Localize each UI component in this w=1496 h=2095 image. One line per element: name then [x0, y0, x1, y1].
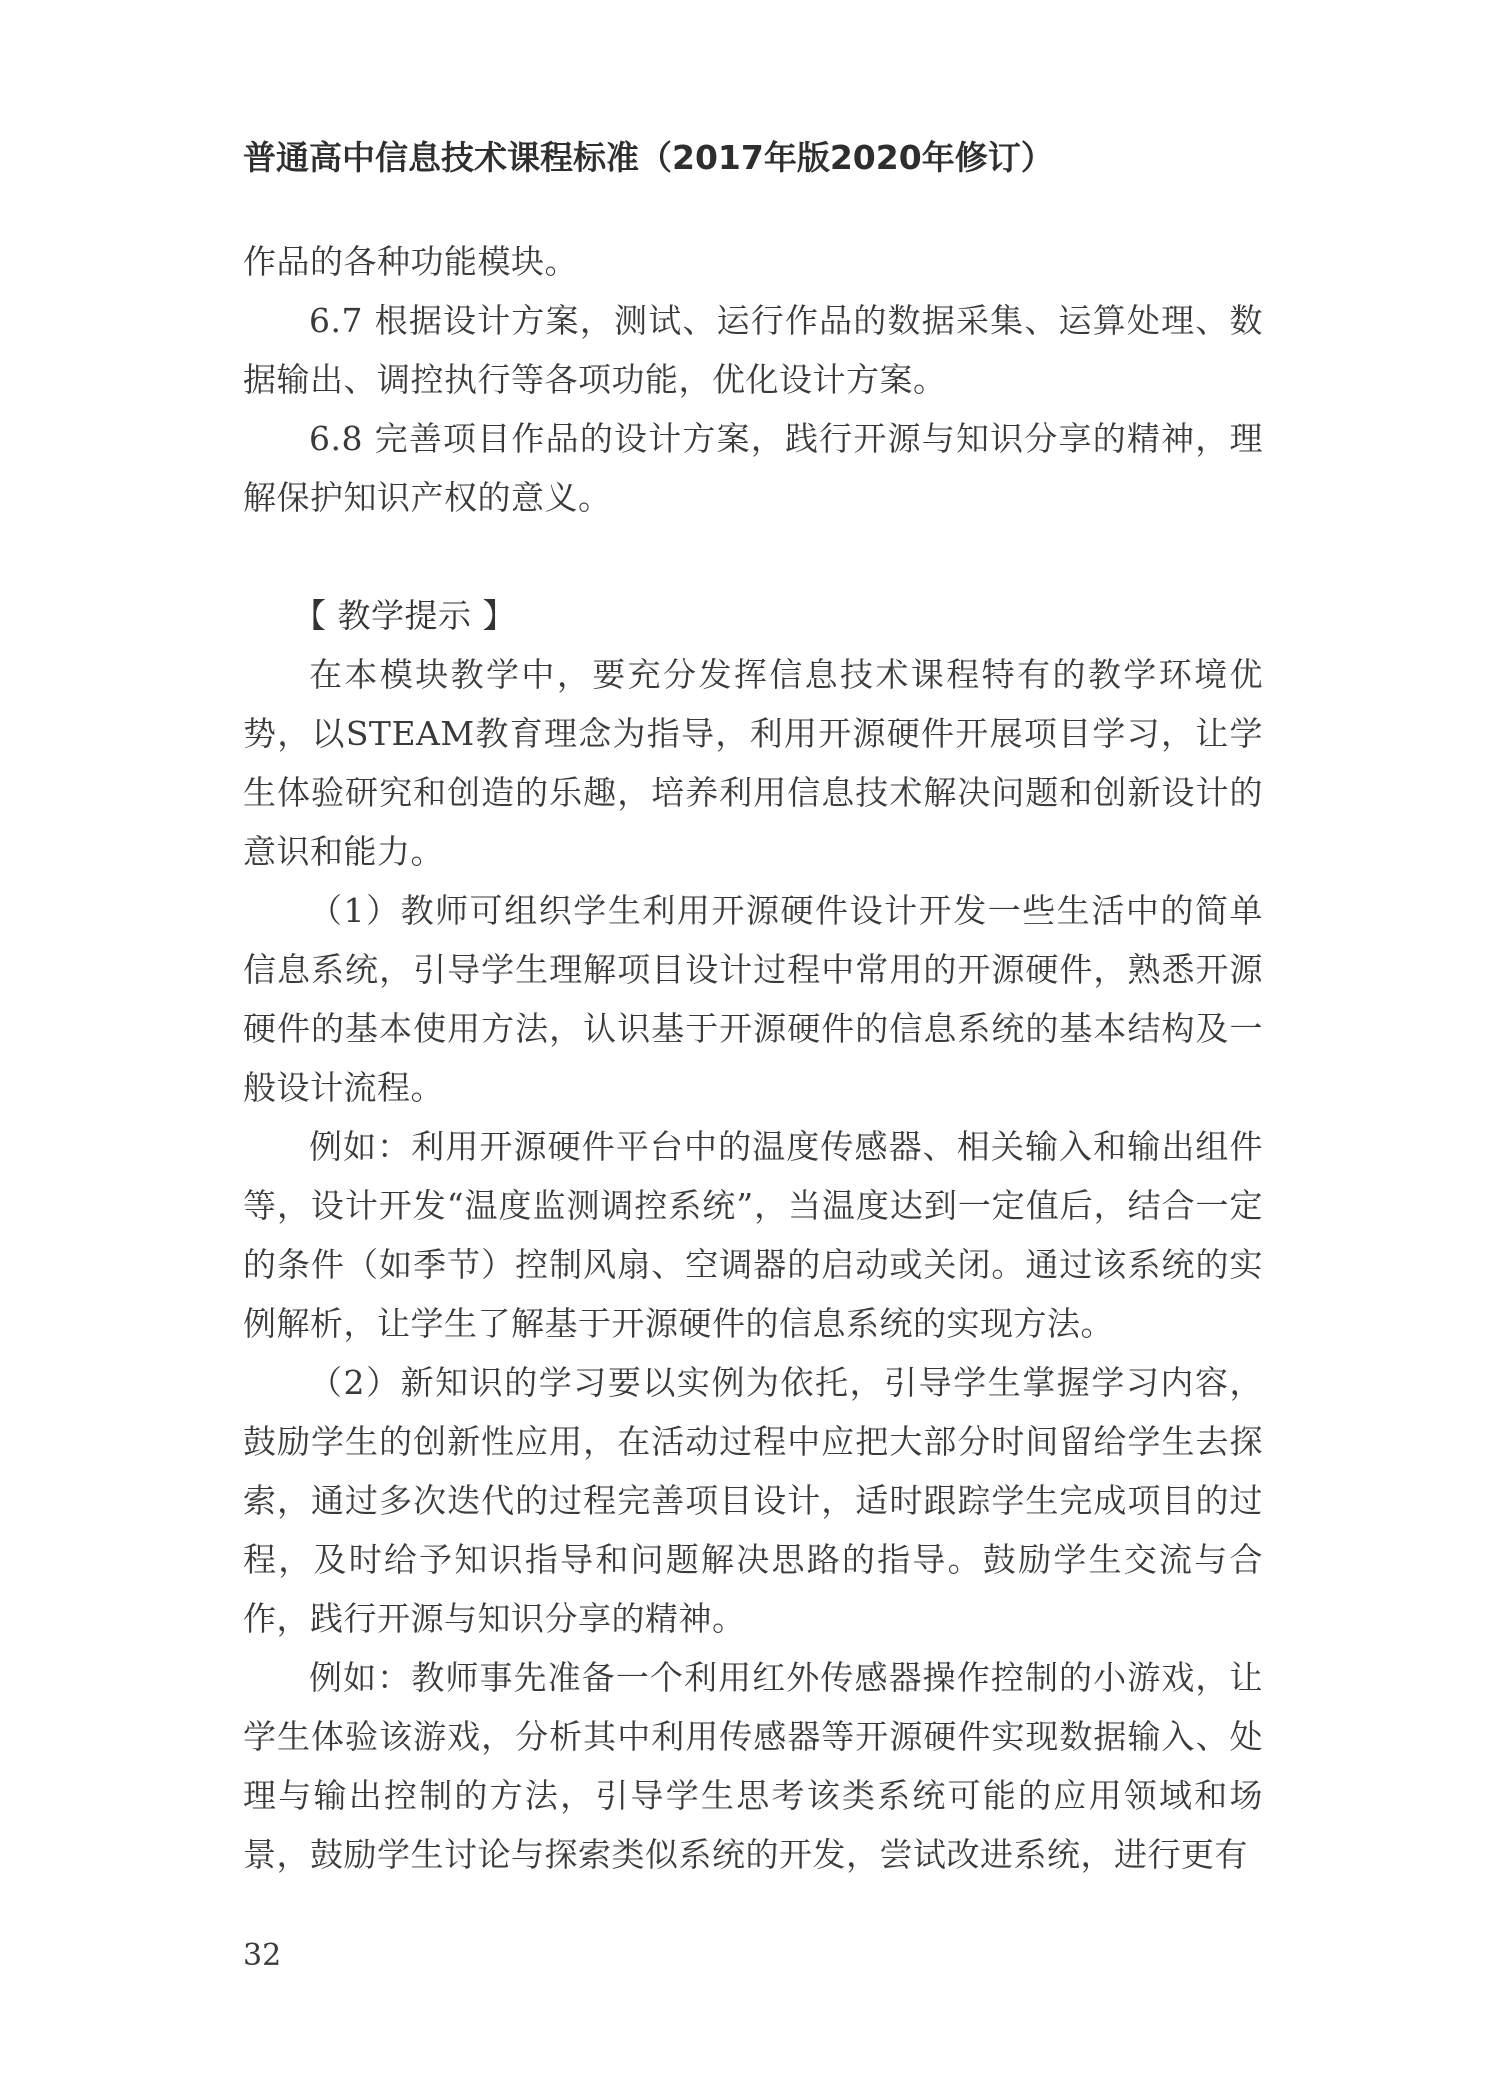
paragraph-continuation: 作品的各种功能模块。 — [243, 242, 578, 281]
paragraph-item-6-7: 6.7 根据设计方案，测试、运行作品的数据采集、运算处理、数据输出、调控执行等各项功能，优化设计方案。 — [243, 301, 1263, 399]
section-heading: 【 教学提示 】 — [293, 596, 516, 635]
page-body — [243, 232, 1263, 1884]
paragraph-item-6-8: 6.8 完善项目作品的设计方案，践行开源与知识分享的精神，理解保护知识产权的意义。 — [243, 419, 1263, 517]
paragraph-example-2: 例如：教师事先准备一个利用红外传感器操作控制的小游戏，让学生体验该游戏，分析其中利用传感器等开源硬件实现数据输入、处理与输出控制的方法，引导学生思考该类系统可能的应用领域和场景，鼓励学生讨论与探索类似系统的开发，尝试改进系统，进行更有 — [243, 1658, 1263, 1874]
paragraph-point-1: （1）教师可组织学生利用开源硬件设计开发一些生活中的简单信息系统，引导学生理解项目设计过程中常用的开源硬件，熟悉开源硬件的基本使用方法，认识基于开源硬件的信息系统的基本结构及一般设计流程。 — [243, 891, 1263, 1107]
running-header: 普通高中信息技术课程标准（2017年版2020年修订） — [243, 138, 1054, 177]
section-spacer — [243, 527, 1263, 586]
paragraph-intro: 在本模块教学中，要充分发挥信息技术课程特有的教学环境优势，以STEAM教育理念为指导，利用开源硬件开展项目学习，让学生体验研究和创造的乐趣，培养利用信息技术解决问题和创新设计的意识和能力。 — [243, 655, 1263, 871]
page-number: 32 — [243, 1938, 282, 1973]
paragraph-point-2: （2）新知识的学习要以实例为依托，引导学生掌握学习内容，鼓励学生的创新性应用，在活动过程中应把大部分时间留给学生去探索，通过多次迭代的过程完善项目设计，适时跟踪学生完成项目的过程，及时给予知识指导和问题解决思路的指导。鼓励学生交流与合作，践行开源与知识分享的精神。 — [243, 1363, 1263, 1638]
paragraph-example-1: 例如：利用开源硬件平台中的温度传感器、相关输入和输出组件等，设计开发“温度监测调控系统”，当温度达到一定值后，结合一定的条件（如季节）控制风扇、空调器的启动或关闭。通过该系统的实例解析，让学生了解基于开源硬件的信息系统的实现方法。 — [243, 1127, 1263, 1343]
